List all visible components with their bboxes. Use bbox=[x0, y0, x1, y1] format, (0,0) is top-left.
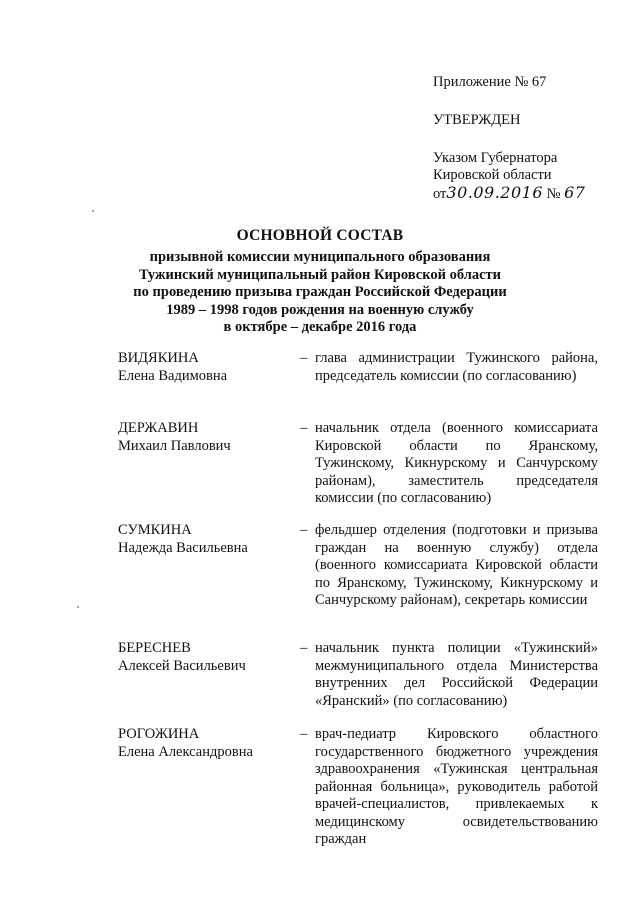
member-given-name: Елена Вадимовна bbox=[118, 367, 228, 384]
member-surname: СУМКИНА bbox=[118, 522, 192, 538]
member-given-name: Надежда Васильевна bbox=[118, 539, 248, 556]
subtitle-line: Тужинский муниципальный район Кировской области bbox=[138, 266, 502, 283]
member-dash: – bbox=[300, 350, 308, 366]
member-name bbox=[118, 726, 298, 761]
member-dash: – bbox=[300, 640, 308, 656]
page-title: ОСНОВНОЙ СОСТАВ bbox=[236, 227, 404, 244]
member-role: фельдшер отделения (подготовки и призыва граждан на военную службу) отдела (военного комиссариата Кировской области по Яранскому, Тужинскому, Кикнурскому и Санчурскому районам), секретарь комиссии bbox=[315, 522, 598, 608]
member-dash: – bbox=[300, 726, 308, 742]
member-role: начальник отдела (военного комиссариата Кировской области по Яранскому, Тужинскому, Кикнурскому и Санчурскому районам), заместитель председателя комиссии (по согласованию) bbox=[315, 420, 598, 506]
scan-speck bbox=[92, 210, 94, 212]
member-name bbox=[118, 350, 298, 385]
decree-date-line bbox=[433, 184, 633, 203]
member-surname: РОГОЖИНА bbox=[118, 726, 200, 742]
decree-line-1: Указом Губернатора bbox=[433, 150, 558, 166]
subtitle-line: в октябре – декабре 2016 года bbox=[223, 319, 417, 335]
member-given-name: Алексей Васильевич bbox=[118, 657, 246, 674]
approval-block bbox=[433, 74, 633, 203]
handwritten-number: 67 bbox=[564, 183, 586, 202]
member-surname: ВИДЯКИНА bbox=[118, 350, 199, 366]
date-prefix: от bbox=[433, 186, 447, 202]
subtitle-line: по проведению призыва граждан Российской Федерации bbox=[133, 284, 507, 300]
approved-label: УТВЕРЖДЕН bbox=[433, 112, 521, 128]
member-dash: – bbox=[300, 522, 308, 538]
member-given-name: Михаил Павлович bbox=[118, 437, 231, 454]
member-surname: БЕРЕСНЕВ bbox=[118, 640, 191, 656]
member-surname: ДЕРЖАВИН bbox=[118, 420, 199, 436]
decree-line-2: Кировской области bbox=[433, 167, 552, 183]
member-role: врач-педиатр Кировского областного государственного бюджетного учреждения здравоохранения «Тужинская центральная районная больница», руководитель работой врачей-специалистов, привлекаемых к медицинскому освидетельствованию граждан bbox=[315, 726, 598, 847]
handwritten-date: 30.09.2016 bbox=[446, 183, 544, 202]
member-given-name: Елена Александровна bbox=[118, 743, 253, 760]
member-name bbox=[118, 522, 298, 557]
member-dash: – bbox=[300, 420, 308, 436]
member-role: начальник пункта полиции «Тужинский» межмуниципального отдела Министерства внутренних дел Российской Федерации «Яранский» (по согласованию) bbox=[315, 640, 598, 709]
scan-speck bbox=[77, 606, 79, 608]
subtitle-line: 1989 – 1998 годов рождения на военную службу bbox=[166, 301, 474, 318]
member-role: глава администрации Тужинского района, председатель комиссии (по согласованию) bbox=[315, 350, 598, 384]
member-name bbox=[118, 420, 298, 455]
document-subtitle bbox=[120, 249, 520, 337]
document-title-block bbox=[120, 227, 520, 337]
number-prefix: № bbox=[546, 186, 561, 202]
appendix-number: Приложение № 67 bbox=[433, 74, 547, 90]
member-name bbox=[118, 640, 298, 675]
subtitle-line: призывной комиссии муниципального образования bbox=[149, 249, 491, 265]
